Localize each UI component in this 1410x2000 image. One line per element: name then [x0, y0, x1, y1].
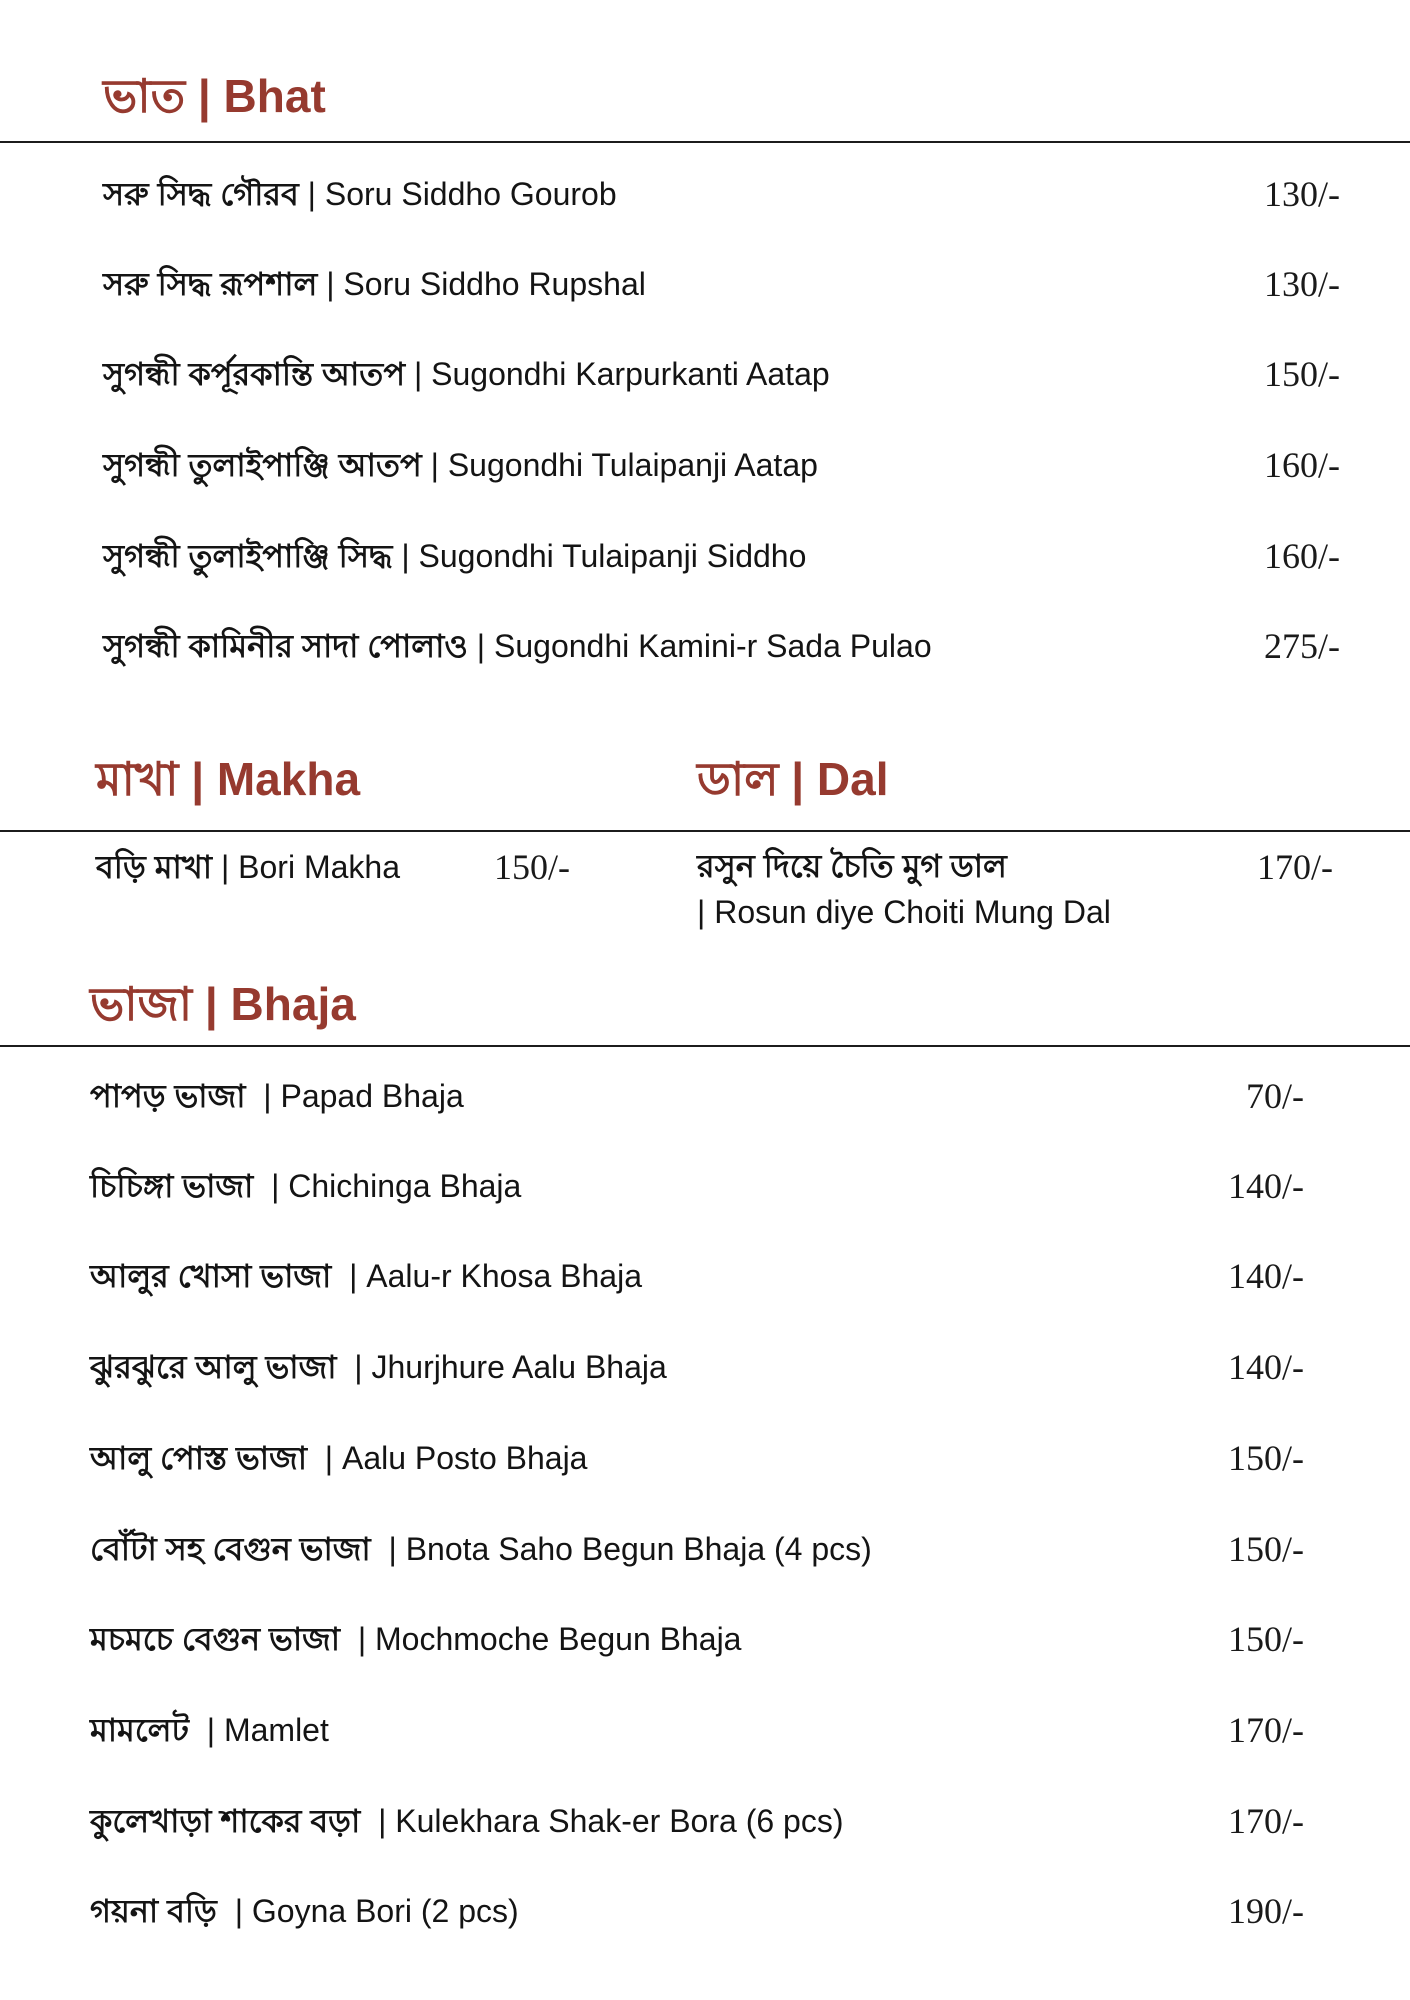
menu-item-bnota-saho-begun-bhaja: বোঁটা সহ বেগুন ভাজা | Bnota Saho Begun Bhaja (4 pcs): [90, 1531, 872, 1567]
menu-item-soru-siddho-gourob: সরু সিদ্ধ গৌরব | Soru Siddho Gourob: [103, 176, 617, 212]
item-name-bengali: কুলেখাড়া শাকের বড়া: [90, 1803, 361, 1839]
item-price: 150/-: [1264, 354, 1340, 394]
item-name-english: Kulekhara Shak-er Bora (6 pcs): [395, 1803, 844, 1839]
item-name-bengali: সুগন্ধী কর্পূরকান্তি আতপ: [103, 356, 406, 392]
item-name-english: Sugondhi Tulaipanji Aatap: [447, 447, 818, 483]
menu-item-chichinga-bhaja: চিচিঙ্গা ভাজা | Chichinga Bhaja: [90, 1168, 522, 1204]
menu-item-sada-pulao: সুগন্ধী কামিনীর সাদা পোলাও | Sugondhi Kamini-r Sada Pulao: [103, 628, 932, 664]
item-name-english: Mamlet: [223, 1712, 329, 1748]
menu-item-choiti-mung-dal: রসুন দিয়ে চৈতি মুগ ডাল | Rosun diye Choiti Mung Dal: [697, 843, 1111, 936]
item-price: 160/-: [1264, 536, 1340, 576]
item-price: 130/-: [1264, 174, 1340, 214]
section-heading-makha: মাখা | Makha: [96, 753, 361, 805]
item-name-bengali: মামলেট: [90, 1712, 189, 1748]
divider-bhat: [0, 141, 1410, 143]
item-name-bengali: সুগন্ধী কামিনীর সাদা পোলাও: [103, 628, 468, 664]
menu-item-bori-makha: বড়ি মাখা | Bori Makha: [96, 849, 400, 885]
item-name-english: Bori Makha: [238, 849, 400, 885]
menu-item-karpurkanti-aatap: সুগন্ধী কর্পূরকান্তি আতপ | Sugondhi Karpurkanti Aatap: [103, 356, 830, 392]
item-name-bengali: আলুর খোসা ভাজা: [90, 1258, 332, 1294]
item-name-english: Aalu-r Khosa Bhaja: [366, 1258, 642, 1294]
item-name-bengali: চিচিঙ্গা ভাজা: [90, 1168, 254, 1204]
item-name-bengali: গয়না বড়ি: [90, 1893, 217, 1929]
menu-item-soru-siddho-rupshal: সরু সিদ্ধ রূপশাল | Soru Siddho Rupshal: [103, 266, 646, 302]
item-name-english: Sugondhi Karpurkanti Aatap: [431, 356, 830, 392]
item-name-english: Papad Bhaja: [280, 1078, 464, 1114]
item-price: 150/-: [1228, 1438, 1304, 1478]
item-name-english: Jhurjhure Aalu Bhaja: [371, 1349, 667, 1385]
item-name-bengali: সরু সিদ্ধ গৌরব: [103, 176, 299, 212]
item-price: 170/-: [1228, 1801, 1304, 1841]
item-price: 170/-: [1257, 847, 1333, 887]
item-price: 140/-: [1228, 1347, 1304, 1387]
menu-item-jhurjhure-aalu-bhaja: ঝুরঝুরে আলু ভাজা | Jhurjhure Aalu Bhaja: [90, 1349, 667, 1385]
item-price: 160/-: [1264, 445, 1340, 485]
item-name-english: Goyna Bori (2 pcs): [251, 1893, 519, 1929]
menu-item-tulaipanji-aatap: সুগন্ধী তুলাইপাঞ্জি আতপ | Sugondhi Tulaipanji Aatap: [103, 447, 818, 483]
menu-item-aalur-khosa-bhaja: আলুর খোসা ভাজা | Aalu-r Khosa Bhaja: [90, 1258, 642, 1294]
item-name-bengali: পাপড় ভাজা: [90, 1078, 246, 1114]
item-name-english: Rosun diye Choiti Mung Dal: [714, 894, 1111, 931]
menu-item-papad-bhaja: পাপড় ভাজা | Papad Bhaja: [90, 1078, 464, 1114]
item-name-english: Chichinga Bhaja: [288, 1168, 522, 1204]
item-name-bengali: বোঁটা সহ বেগুন ভাজা: [90, 1531, 371, 1567]
menu-item-tulaipanji-siddho: সুগন্ধী তুলাইপাঞ্জি সিদ্ধ | Sugondhi Tulaipanji Siddho: [103, 538, 807, 574]
item-name-bengali: বড়ি মাখা: [96, 849, 213, 885]
item-name-bengali: সরু সিদ্ধ রূপশাল: [103, 266, 318, 302]
item-name-bengali: ঝুরঝুরে আলু ভাজা: [90, 1349, 337, 1385]
item-name-english: Soru Siddho Rupshal: [343, 266, 646, 302]
item-name-bengali: মচমচে বেগুন ভাজা: [90, 1621, 341, 1657]
item-price: 150/-: [1228, 1619, 1304, 1659]
item-name-english: Mochmoche Begun Bhaja: [375, 1621, 742, 1657]
item-price: 70/-: [1246, 1076, 1304, 1116]
item-price: 140/-: [1228, 1166, 1304, 1206]
item-name-english: Sugondhi Tulaipanji Siddho: [418, 538, 807, 574]
item-price: 170/-: [1228, 1710, 1304, 1750]
item-price: 150/-: [1228, 1529, 1304, 1569]
section-heading-dal: ডাল | Dal: [697, 753, 889, 805]
divider-makha-dal: [0, 830, 1410, 832]
menu-item-goyna-bori: গয়না বড়ি | Goyna Bori (2 pcs): [90, 1893, 519, 1929]
item-name-bengali: রসুন দিয়ে চৈতি মুগ ডাল: [697, 848, 1007, 884]
item-name-english: Soru Siddho Gourob: [324, 176, 617, 212]
divider-bhaja: [0, 1045, 1410, 1047]
item-price: 130/-: [1264, 264, 1340, 304]
item-name-english: Aalu Posto Bhaja: [341, 1440, 588, 1476]
item-price: 190/-: [1228, 1891, 1304, 1931]
item-price: 275/-: [1264, 626, 1340, 666]
item-name-bengali: সুগন্ধী তুলাইপাঞ্জি আতপ: [103, 447, 422, 483]
menu-item-kulekhara-shak-er-bora: কুলেখাড়া শাকের বড়া | Kulekhara Shak-er Bora (6 pcs): [90, 1803, 844, 1839]
item-price: 150/-: [494, 847, 570, 887]
item-price: 140/-: [1228, 1256, 1304, 1296]
item-name-bengali: আলু পোস্ত ভাজা: [90, 1440, 307, 1476]
item-name-bengali: সুগন্ধী তুলাইপাঞ্জি সিদ্ধ: [103, 538, 393, 574]
item-name-english: Sugondhi Kamini-r Sada Pulao: [494, 628, 932, 664]
item-name-english: Bnota Saho Begun Bhaja (4 pcs): [405, 1531, 872, 1567]
menu-item-mochmoche-begun-bhaja: মচমচে বেগুন ভাজা | Mochmoche Begun Bhaja: [90, 1621, 742, 1657]
section-heading-bhaja: ভাজা | Bhaja: [90, 978, 356, 1030]
section-heading-bhat: ভাত | Bhat: [103, 70, 326, 122]
menu-item-aalu-posto-bhaja: আলু পোস্ত ভাজা | Aalu Posto Bhaja: [90, 1440, 588, 1476]
menu-item-mamlet: মামলেট | Mamlet: [90, 1712, 329, 1748]
